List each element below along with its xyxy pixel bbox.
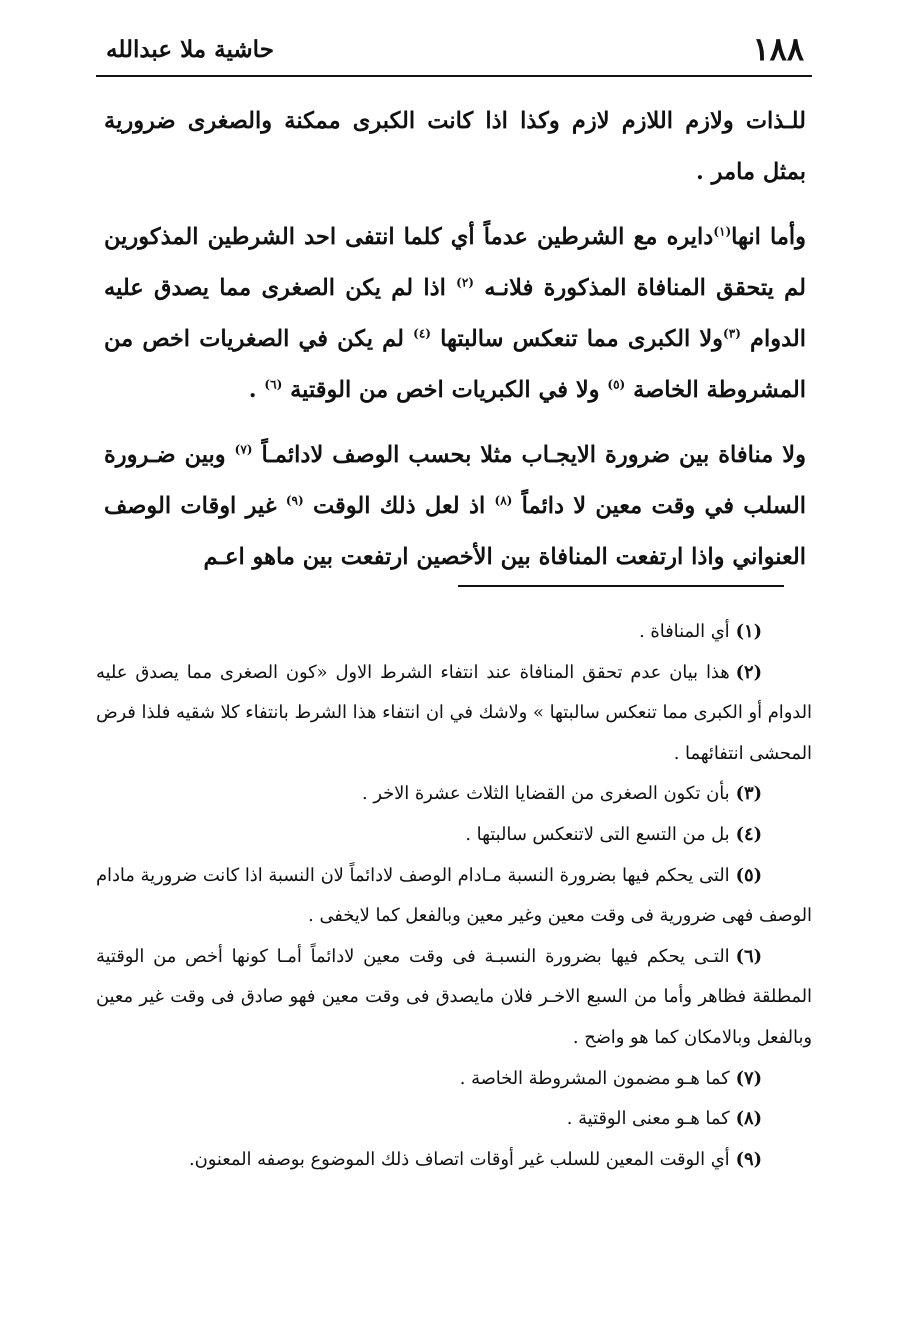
footnote-text: كما هـو مضمون المشروطة الخاصة .	[459, 1067, 730, 1089]
footnote-label: (٤)	[735, 823, 762, 845]
footnote-ref-8: (٨)	[494, 493, 513, 508]
footnote	[96, 815, 812, 856]
footnote-label: (٥)	[735, 864, 762, 886]
footnote-label: (٨)	[735, 1108, 762, 1130]
main-text	[104, 96, 806, 583]
footnote	[96, 653, 812, 775]
footnote-separator	[458, 585, 784, 587]
footnote-label: (٩)	[735, 1148, 762, 1170]
p2-part-f: ولا في الكبريات اخص من الوقتية	[290, 377, 600, 403]
footnote	[96, 1140, 812, 1181]
footnote-label: (٣)	[735, 783, 762, 805]
footnote-ref-1: (١)	[713, 224, 732, 239]
footnote-text: كما هـو معنى الوقتية .	[566, 1108, 730, 1130]
p2-part-c: اذا لم يكن الصغرى مما يصدق عليه الدوام	[104, 275, 806, 352]
p3-part-d: غير اوقات الوصف العنواني واذا ارتفعت المنافاة بين الأخصين ارتفعت بين ماهو اعـم	[104, 493, 806, 570]
footnote-label: (٢)	[735, 661, 762, 683]
paragraph-3	[104, 430, 806, 583]
footnotes	[96, 612, 812, 1180]
footnote	[96, 937, 812, 1059]
footnote	[96, 856, 812, 937]
footnote-text: هذا بيان عدم تحقق المنافاة عند انتفاء الشرط الاول «كون الصغرى مما يصدق عليه الدوام أو الكبرى مما تنعكس سالبتها » ولاشك في ان انتفاء هذا الشرط بانتفاء كلا شقيه فلذا فرض المحشى انتفائهما .	[96, 661, 812, 764]
footnote-label: (١)	[735, 621, 762, 642]
p2-part-b: دايره مع الشرطين عدماً أي كلما انتفى احد الشرطين المذكورين لم يتحقق المنافاة المذكورة فلانـه	[104, 224, 806, 301]
p2-part-e: لم يكن في الصغريات اخص من المشروطة الخاصة	[104, 326, 806, 403]
header-rule	[96, 75, 812, 77]
paragraph-1: للـذات ولازم اللازم لازم وكذا اذا كانت الكبرى ممكنة والصغرى ضرورية بمثل مامر .	[104, 108, 806, 185]
running-title: حاشية ملا عبدالله	[106, 36, 274, 63]
p3-part-a: ولا منافاة بين ضرورة الايجـاب مثلا بحسب الوصف لادائمـاً	[261, 442, 806, 468]
footnote-text: بأن تكون الصغرى من القضايا الثلاث عشرة الاخر .	[362, 783, 730, 805]
p3-part-b: وبين ضـرورة السلب في وقت معين لا دائماً	[104, 442, 806, 519]
footnote-ref-4: (٤)	[413, 326, 431, 341]
footnote-ref-5: (٥)	[607, 377, 626, 392]
footnote-text: أي المنافاة .	[639, 621, 730, 642]
footnote-label: (٦)	[735, 945, 762, 967]
footnote	[96, 774, 812, 815]
footnote-text: أي الوقت المعين للسلب غير أوقات اتصاف ذلك الموضوع بوصفه المعنون.	[188, 1148, 730, 1170]
footnote-label: (٧)	[735, 1067, 762, 1089]
footnote-ref-7: (٧)	[234, 442, 253, 457]
footnote-ref-6: (٦)	[264, 377, 283, 392]
p2-part-a: وأما انها	[731, 224, 806, 250]
footnote-text: بل من التسع التى لاتنعكس سالبتها .	[465, 823, 730, 845]
footnote-text: التـى يحكم فيها بضرورة النسبـة فى وقت معين لادائماً أمـا كونها أخص من الوقتية المطلقة فظاهر وأما من السبع الاخـر فلان مايصدق فى وقت معين فهو صادق فى وقت غير معين وبالفعل وبالامكان كما هو واضح .	[96, 945, 812, 1048]
footnote-ref-3: (٣)	[723, 326, 741, 341]
footnote-ref-2: (٢)	[456, 275, 474, 290]
footnote	[96, 1099, 812, 1140]
p3-part-c: اذ لعل ذلك الوقت	[312, 493, 486, 519]
page-number: ١٨٨	[752, 30, 804, 68]
paragraph-2	[104, 212, 806, 416]
footnote-ref-9: (٩)	[285, 493, 304, 508]
footnote	[96, 612, 812, 653]
page-header	[96, 28, 812, 78]
footnote	[96, 1059, 812, 1100]
p2-part-g: .	[248, 377, 257, 403]
p2-part-d: ولا الكبرى مما تنعكس سالبتها	[440, 326, 724, 352]
footnote-text: التى يحكم فيها بضرورة النسبة مـادام الوصف لادائماً لان النسبة اذا كانت ضرورية مادام الوصف فهى ضرورية فى وقت معين وغير معين وبالفعل كما لايخفى .	[96, 864, 812, 927]
